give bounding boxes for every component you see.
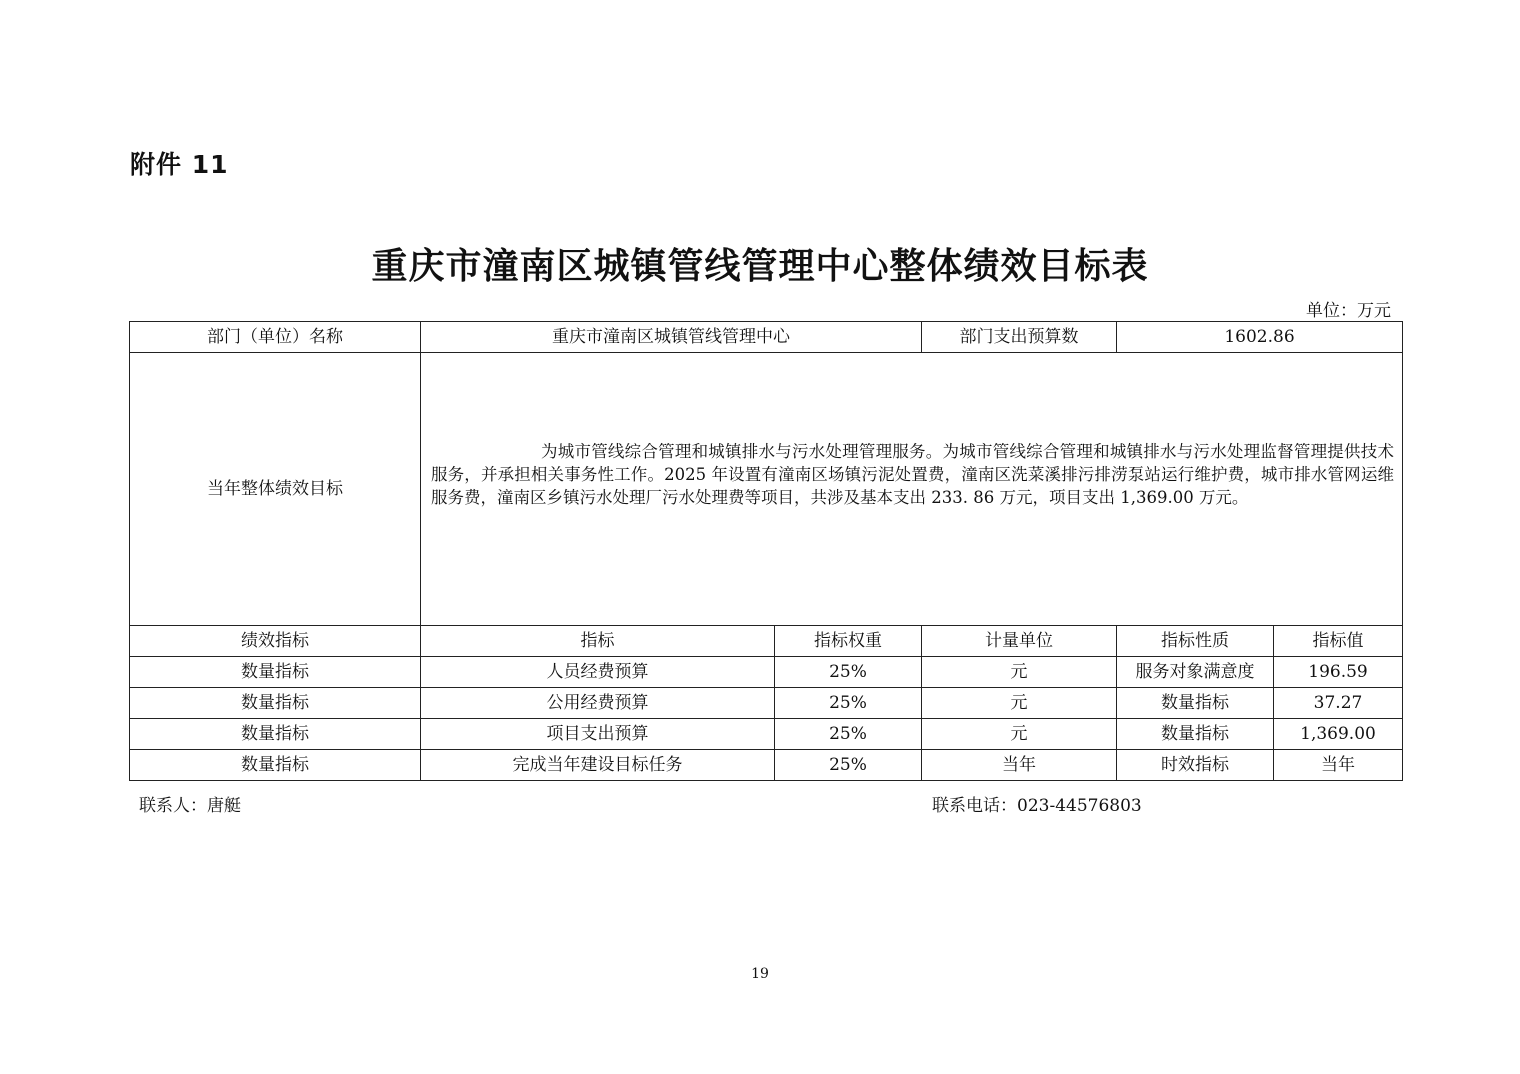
- table-cell: 196.59: [1274, 657, 1403, 688]
- table-cell: 数量指标: [1117, 688, 1274, 719]
- header-cell: 指标值: [1274, 626, 1403, 657]
- dept-name: 重庆市潼南区城镇管线管理中心: [421, 322, 922, 353]
- table-row: [130, 688, 1403, 719]
- page-title: 重庆市潼南区城镇管线管理中心整体绩效目标表: [371, 245, 1149, 287]
- table-cell: 25%: [775, 750, 922, 781]
- goal-row: [130, 353, 1403, 626]
- table-row: [130, 657, 1403, 688]
- header-cell: 绩效指标: [130, 626, 421, 657]
- table-cell: 服务对象满意度: [1117, 657, 1274, 688]
- table-cell: 当年: [1274, 750, 1403, 781]
- goal-text: 为城市管线综合管理和城镇排水与污水处理管理服务。为城市管线综合管理和城镇排水与污水处理监督管理提供技术服务，并承担相关事务性工作。2025 年设置有潼南区场镇污泥处置费，潼南区洗菜溪排污排涝泵站运行维护费，城市排水管网运维服务费，潼南区乡镇污水处理厂污水处理费等项目，共涉及基本支出 233. 86 万元，项目支出 1,369.00 万元。: [431, 441, 1394, 507]
- table-cell: 25%: [775, 688, 922, 719]
- table-cell: 数量指标: [130, 688, 421, 719]
- table-cell: 数量指标: [130, 719, 421, 750]
- table-cell: 25%: [775, 719, 922, 750]
- table-cell: 数量指标: [130, 657, 421, 688]
- contact-phone: 联系电话：023-44576803: [932, 796, 1142, 816]
- attachment-label: 附件 11: [130, 150, 229, 179]
- header-cell: 指标: [421, 626, 775, 657]
- unit-label: 单位：万元: [1306, 301, 1391, 321]
- indicator-header-row: [130, 626, 1403, 657]
- table-cell: 项目支出预算: [421, 719, 775, 750]
- table-cell: 人员经费预算: [421, 657, 775, 688]
- header-cell: 计量单位: [922, 626, 1117, 657]
- goal-cell: [421, 353, 1403, 626]
- table-cell: 公用经费预算: [421, 688, 775, 719]
- table-cell: 数量指标: [130, 750, 421, 781]
- page-number: 19: [751, 966, 769, 982]
- table-cell: 1,369.00: [1274, 719, 1403, 750]
- info-row: [130, 322, 1403, 353]
- performance-table: [129, 321, 1403, 781]
- contact-person: 联系人：唐艇: [139, 796, 241, 816]
- budget-value: 1602.86: [1117, 322, 1403, 353]
- dept-label: 部门（单位）名称: [130, 322, 421, 353]
- header-cell: 指标权重: [775, 626, 922, 657]
- table-cell: 元: [922, 688, 1117, 719]
- header-cell: 指标性质: [1117, 626, 1274, 657]
- table-cell: 当年: [922, 750, 1117, 781]
- table-cell: 25%: [775, 657, 922, 688]
- table-cell: 元: [922, 719, 1117, 750]
- table-row: [130, 750, 1403, 781]
- budget-label: 部门支出预算数: [922, 322, 1117, 353]
- table-row: [130, 719, 1403, 750]
- table-cell: 37.27: [1274, 688, 1403, 719]
- table-cell: 数量指标: [1117, 719, 1274, 750]
- goal-label: 当年整体绩效目标: [130, 353, 421, 626]
- table-cell: 完成当年建设目标任务: [421, 750, 775, 781]
- table-cell: 元: [922, 657, 1117, 688]
- table-cell: 时效指标: [1117, 750, 1274, 781]
